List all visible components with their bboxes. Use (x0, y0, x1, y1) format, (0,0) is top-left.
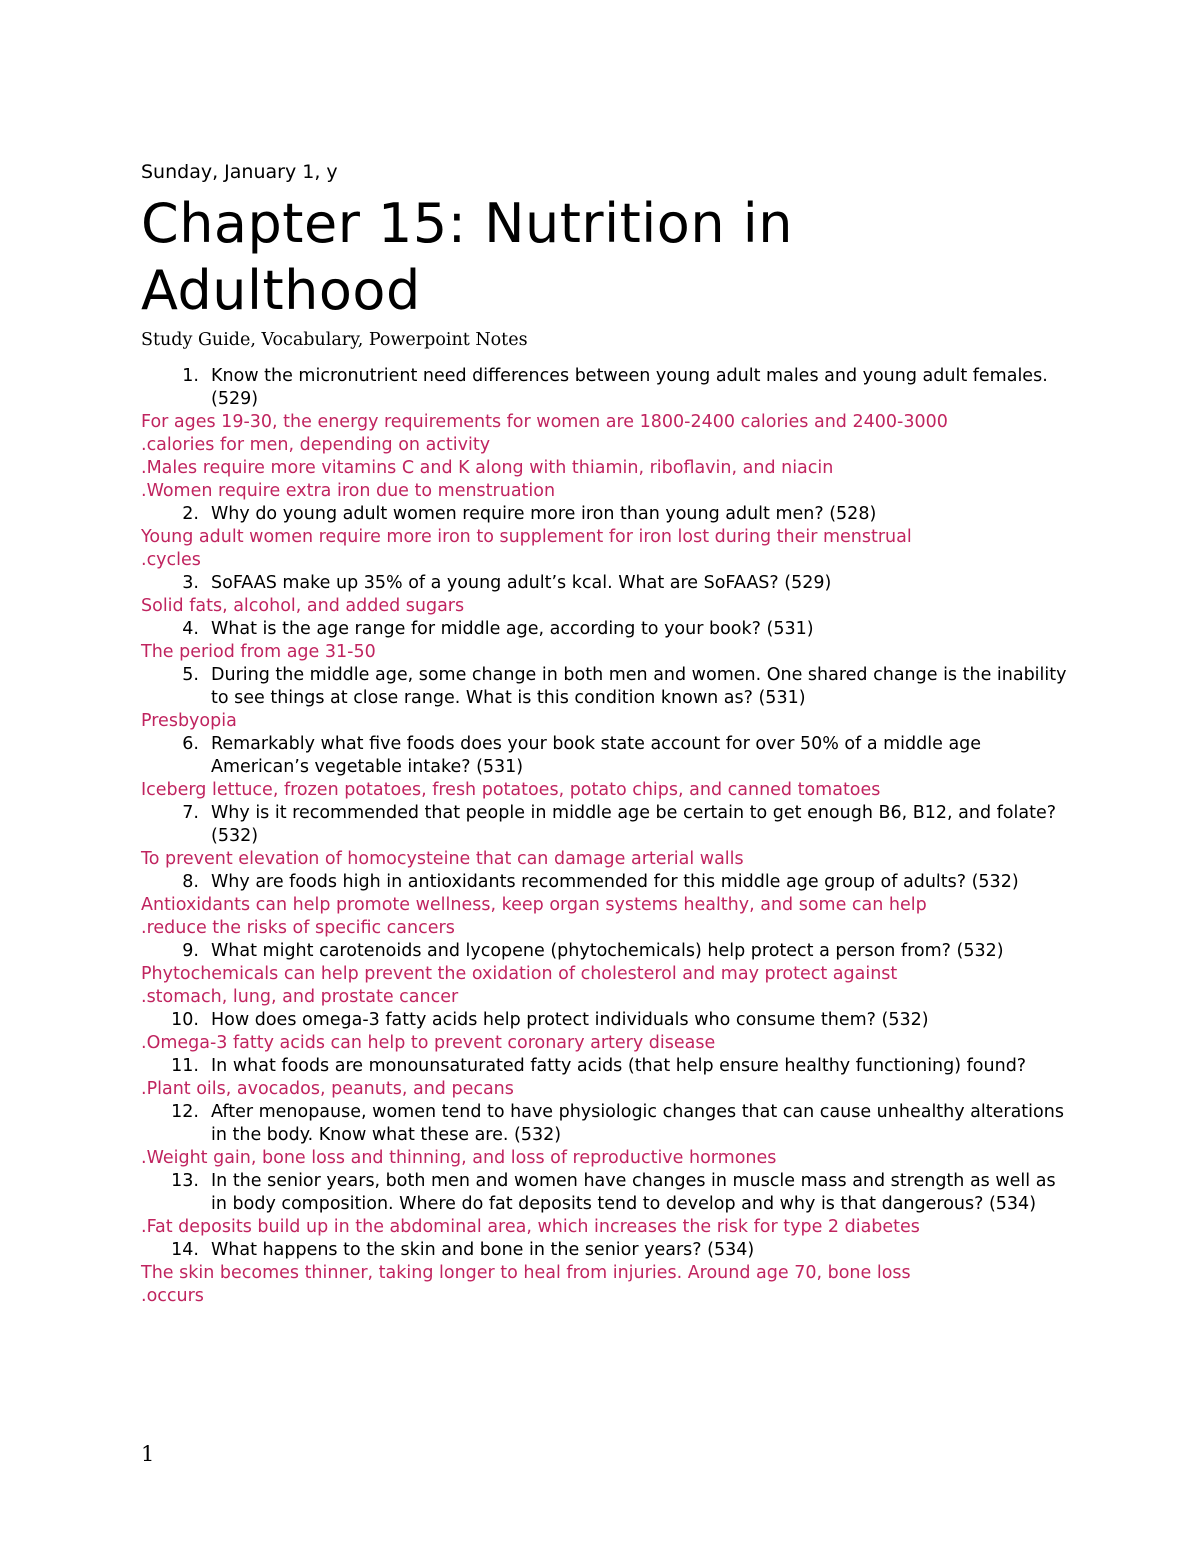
list-item (141, 618, 1071, 664)
question (141, 503, 1071, 526)
document-date: Sunday, January 1, y (141, 161, 338, 183)
question-text: During the middle age, some change in both men and women. One shared change is the inability to see things at close range. What is this condition known as? (531) (211, 665, 1067, 708)
page-number: 1 (141, 1442, 155, 1466)
question-number: 5. (182, 665, 199, 685)
list-item (141, 733, 1071, 802)
question-text: In what foods are monounsaturated fatty acids (that help ensure healthy functioning) found? (211, 1056, 1027, 1076)
question (141, 940, 1071, 963)
question (141, 1170, 1071, 1216)
question-text: How does omega-3 fatty acids help protect individuals who consume them? (532) (211, 1010, 929, 1030)
question (141, 618, 1071, 641)
page-title: Chapter 15: Nutrition in Adulthood (141, 192, 793, 322)
answer-text: Iceberg lettuce, frozen potatoes, fresh potatoes, potato chips, and canned tomatoes (141, 780, 881, 800)
question-number: 7. (182, 803, 199, 823)
question-list (141, 365, 1071, 1308)
question (141, 871, 1071, 894)
question-number: 2. (182, 504, 199, 524)
question (141, 1101, 1071, 1147)
question-number: 1. (182, 366, 199, 386)
answer-text: .Fat deposits build up in the abdominal area, which increases the risk for type 2 diabetes (141, 1217, 920, 1237)
question-text: Why are foods high in antioxidants recommended for this middle age group of adults? (532) (211, 872, 1019, 892)
question-number: 12. (171, 1102, 199, 1122)
answer-text: To prevent elevation of homocysteine that can damage arterial walls (141, 849, 744, 869)
question-number: 6. (182, 734, 199, 754)
answer-text: Young adult women require more iron to supplement for iron lost during their menstrual .cycles (141, 527, 912, 570)
answer-text: Phytochemicals can help prevent the oxidation of cholesterol and may protect against .stomach, lung, and prostate cancer (141, 964, 898, 1007)
question-text: Know the micronutrient need differences between young adult males and young adult females. (529) (211, 366, 1048, 409)
question (141, 733, 1071, 779)
document-body (141, 160, 1071, 1308)
answer-text: .Weight gain, bone loss and thinning, and loss of reproductive hormones (141, 1148, 777, 1168)
list-item (141, 503, 1071, 572)
question (141, 1055, 1071, 1078)
answer-text: For ages 19-30, the energy requirements for women are 1800-2400 calories and 2400-3000 .calories for men, depending on activity .Males require more vitamins C and K along with thiamin, riboflavin, and niacin .Women require extra iron due to menstruation (141, 412, 948, 501)
question (141, 664, 1071, 710)
question-text: What happens to the skin and bone in the senior years? (534) (211, 1240, 755, 1260)
list-item (141, 1055, 1071, 1101)
question (141, 1239, 1071, 1262)
answer-text: The skin becomes thinner, taking longer to heal from injuries. Around age 70, bone loss .occurs (141, 1263, 911, 1306)
question-text: What is the age range for middle age, according to your book? (531) (211, 619, 814, 639)
question-text: SoFAAS make up 35% of a young adult’s kcal. What are SoFAAS? (529) (211, 573, 832, 593)
list-item (141, 940, 1071, 1009)
question-number: 10. (171, 1010, 199, 1030)
list-item (141, 572, 1071, 618)
list-item (141, 365, 1071, 503)
question-text: Why is it recommended that people in middle age be certain to get enough B6, B12, and folate? (532) (211, 803, 1057, 846)
answer-text: .Omega-3 fatty acids can help to prevent coronary artery disease (141, 1033, 716, 1053)
question (141, 802, 1071, 848)
question-number: 3. (182, 573, 199, 593)
answer-text: Solid fats, alcohol, and added sugars (141, 596, 465, 616)
list-item (141, 1170, 1071, 1239)
question-text: After menopause, women tend to have physiologic changes that can cause unhealthy alterations in the body. Know what these are. (532) (211, 1102, 1064, 1145)
answer-text: .Plant oils, avocados, peanuts, and pecans (141, 1079, 514, 1099)
question-number: 4. (182, 619, 199, 639)
question-text: What might carotenoids and lycopene (phytochemicals) help protect a person from? (532) (211, 941, 1004, 961)
list-item (141, 1009, 1071, 1055)
list-item (141, 802, 1071, 871)
question (141, 572, 1071, 595)
question (141, 1009, 1071, 1032)
question-number: 13. (171, 1171, 199, 1191)
question-text: Remarkably what five foods does your book state account for over 50% of a middle age American’s vegetable intake? (531) (211, 734, 982, 777)
answer-text: Presbyopia (141, 711, 237, 731)
question (141, 365, 1071, 411)
question-number: 8. (182, 872, 199, 892)
question-number: 9. (182, 941, 199, 961)
list-item (141, 1239, 1071, 1308)
list-item (141, 1101, 1071, 1170)
answer-text: The period from age 31-50 (141, 642, 376, 662)
question-number: 14. (171, 1240, 199, 1260)
question-number: 11. (171, 1056, 199, 1076)
answer-text: Antioxidants can help promote wellness, keep organ systems healthy, and some can help .reduce the risks of specific cancers (141, 895, 927, 938)
page-subtitle: Study Guide, Vocabulary, Powerpoint Notes (141, 330, 528, 350)
list-item (141, 871, 1071, 940)
question-text: In the senior years, both men and women have changes in muscle mass and strength as well as in body composition. Where do fat deposits tend to develop and why is that dangerous? (534) (211, 1171, 1056, 1214)
list-item (141, 664, 1071, 733)
question-text: Why do young adult women require more iron than young adult men? (528) (211, 504, 877, 524)
